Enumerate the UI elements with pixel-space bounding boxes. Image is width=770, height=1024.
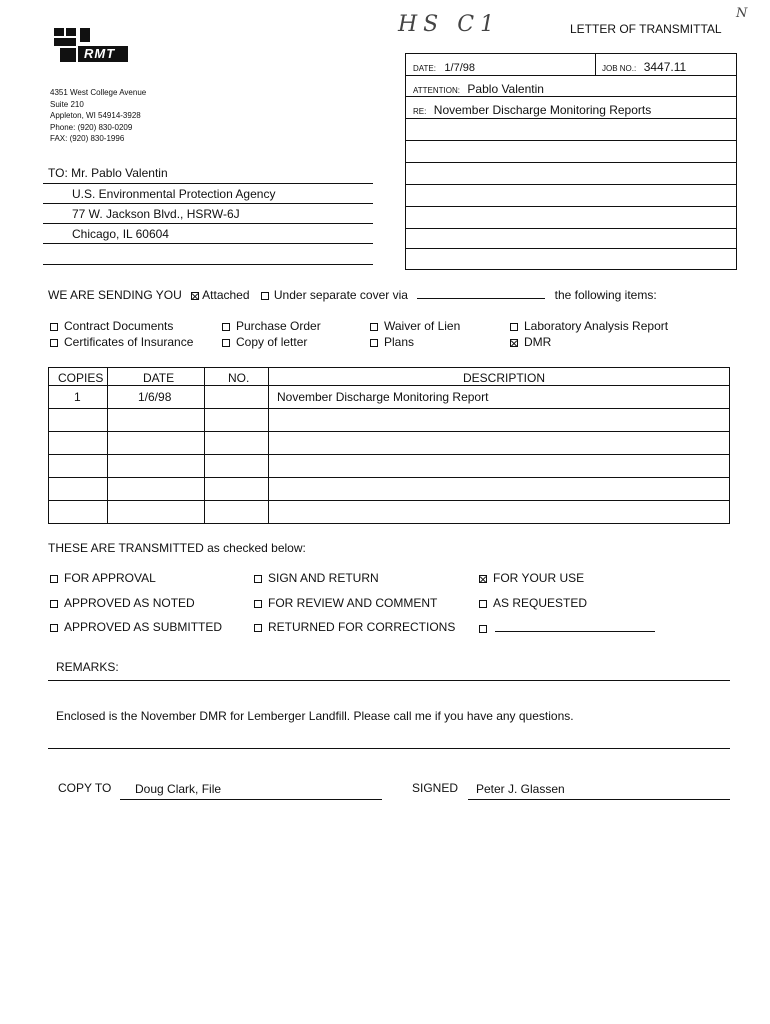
job-label: JOB NO.: — [602, 64, 637, 73]
attached-checkbox[interactable] — [191, 292, 199, 300]
address-line: Appleton, WI 54914-3928 — [50, 111, 141, 120]
item-label: Purchase Order — [236, 319, 321, 333]
col-header-date: DATE — [143, 371, 175, 385]
corner-mark: N — [736, 6, 748, 21]
option-label: APPROVED AS NOTED — [64, 596, 195, 610]
to-line-4: Chicago, IL 60604 — [72, 227, 169, 241]
row1-copies: 1 — [74, 390, 81, 404]
date-value: 1/7/98 — [444, 62, 476, 74]
logo-text: RMT — [84, 46, 116, 61]
signed-label: SIGNED — [412, 781, 459, 795]
option-for-approval — [50, 571, 156, 585]
option-sign-and-return — [254, 571, 379, 585]
row1-date: 1/6/98 — [138, 390, 172, 404]
checkbox[interactable] — [510, 323, 518, 331]
checkbox[interactable] — [370, 339, 378, 347]
checkbox[interactable] — [50, 323, 58, 331]
checkbox[interactable] — [479, 600, 487, 608]
col-header-copies: COPIES — [58, 371, 104, 385]
item-label: Laboratory Analysis Report — [524, 319, 669, 333]
checkbox[interactable] — [254, 575, 262, 583]
other-blank[interactable] — [495, 620, 655, 632]
checkbox[interactable] — [254, 624, 262, 632]
re-value: November Discharge Monitoring Reports — [433, 103, 652, 117]
re-label: RE: — [413, 107, 427, 116]
to-line-2: U.S. Environmental Protection Agency — [72, 187, 276, 201]
item-plans — [370, 335, 414, 349]
job-field — [602, 58, 686, 76]
remarks-label: REMARKS: — [56, 660, 119, 674]
col-header-no: NO. — [228, 371, 250, 385]
sending-lead: WE ARE SENDING YOU — [48, 288, 182, 302]
item-dmr — [510, 335, 551, 349]
attached-label: Attached — [202, 288, 250, 302]
address-line: Suite 210 — [50, 99, 84, 109]
date-label: DATE: — [413, 64, 436, 73]
address-line: 4351 West College Avenue — [50, 88, 147, 97]
option-label: FOR REVIEW AND COMMENT — [268, 596, 438, 610]
copy-to-label: COPY TO — [58, 781, 112, 795]
job-value: 3447.11 — [643, 60, 687, 74]
remarks-text: Enclosed is the November DMR for Lemberger Landfill. Please call me if you have any questions. — [56, 709, 574, 723]
option-label: APPROVED AS SUBMITTED — [64, 620, 223, 634]
checkbox[interactable] — [50, 624, 58, 632]
item-label: Certificates of Insurance — [64, 335, 194, 349]
checkbox[interactable] — [370, 323, 378, 331]
option-other — [479, 620, 655, 635]
via-blank[interactable] — [417, 298, 545, 299]
option-label: SIGN AND RETURN — [268, 571, 379, 585]
option-review-and-comment — [254, 596, 437, 610]
item-label: Contract Documents — [64, 319, 174, 333]
sending-line — [48, 288, 657, 302]
item-laboratory-analysis — [510, 319, 668, 333]
checkbox[interactable] — [50, 575, 58, 583]
signed-value: Peter J. Glassen — [476, 782, 565, 796]
option-label: RETURNED FOR CORRECTIONS — [268, 620, 456, 634]
item-purchase-order — [222, 319, 321, 333]
re-field — [413, 101, 651, 119]
company-logo — [54, 28, 134, 70]
checkbox-checked[interactable] — [479, 575, 487, 583]
item-copy-of-letter — [222, 335, 307, 349]
option-for-your-use — [479, 571, 584, 585]
sending-tail: the following items: — [554, 288, 657, 302]
separate-cover-label: Under separate cover via — [273, 288, 408, 302]
option-label: FOR APPROVAL — [64, 571, 156, 585]
item-waiver-of-lien — [370, 319, 460, 333]
attention-field — [413, 80, 544, 98]
checkbox[interactable] — [50, 600, 58, 608]
option-approved-as-noted — [50, 596, 195, 610]
item-label: Waiver of Lien — [384, 319, 461, 333]
address-line: Phone: (920) 830-0209 — [50, 122, 133, 132]
address-line: FAX: (920) 830-1996 — [50, 134, 125, 143]
attention-value: Pablo Valentin — [467, 82, 544, 96]
to-line-3: 77 W. Jackson Blvd., HSRW-6J — [72, 207, 240, 221]
handwritten-note: HS C1 — [398, 12, 501, 37]
transmitted-lead: THESE ARE TRANSMITTED as checked below: — [48, 541, 306, 555]
item-label: Plans — [384, 335, 415, 349]
separate-cover-checkbox[interactable] — [261, 292, 269, 300]
option-returned-for-corrections — [254, 620, 455, 634]
checkbox-checked[interactable] — [510, 339, 518, 347]
col-header-description: DESCRIPTION — [463, 371, 546, 385]
option-label: AS REQUESTED — [493, 596, 588, 610]
to-line-1: TO: Mr. Pablo Valentin — [48, 166, 168, 180]
checkbox[interactable] — [479, 625, 487, 633]
document-title: LETTER OF TRANSMITTAL — [570, 22, 722, 36]
checkbox[interactable] — [222, 323, 230, 331]
option-approved-as-submitted — [50, 620, 222, 634]
checkbox[interactable] — [222, 339, 230, 347]
checkbox[interactable] — [254, 600, 262, 608]
item-contract-documents — [50, 319, 173, 333]
checkbox[interactable] — [50, 339, 58, 347]
item-label: Copy of letter — [236, 335, 308, 349]
item-certificates-insurance — [50, 335, 193, 349]
copy-to-value: Doug Clark, File — [135, 782, 222, 796]
attention-label: ATTENTION: — [413, 86, 460, 95]
date-field — [413, 58, 475, 76]
option-label: FOR YOUR USE — [493, 571, 585, 585]
option-as-requested — [479, 596, 587, 610]
company-address — [50, 87, 146, 145]
item-label: DMR — [524, 335, 552, 349]
row1-description: November Discharge Monitoring Report — [277, 390, 489, 404]
